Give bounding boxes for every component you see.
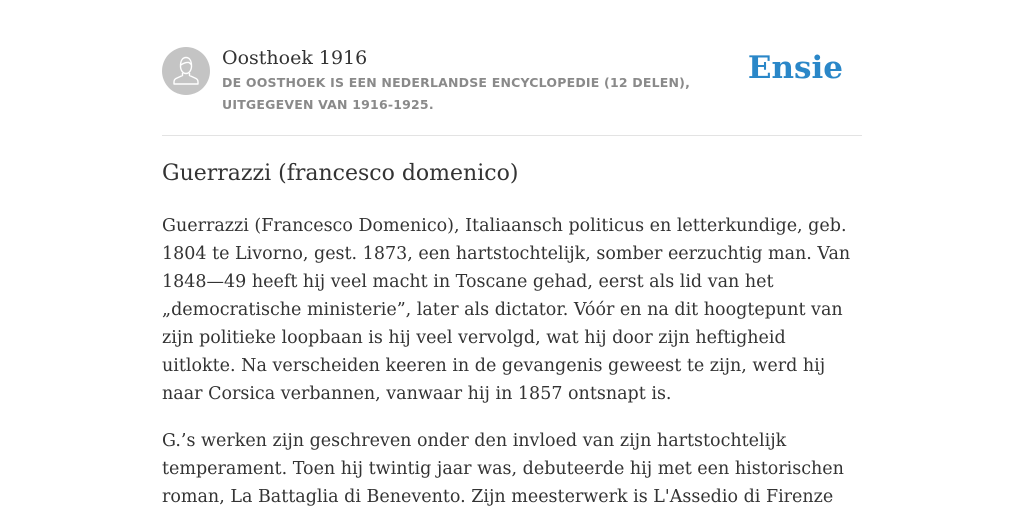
- article-paragraph: G.’s werken zijn geschreven onder den invloed van zijn hartstochtelijk temperament. Toen hij twintig jaar was, debuteerde hij met een historischen roman, La Battaglia di Benevento. Zijn meesterwerk is L'Assedio di Firenze: [162, 431, 844, 507]
- article-paragraph: Guerrazzi (Francesco Domenico), Italiaansch politicus en letterkundige, geb. 1804 te Livorno, gest. 1873, een hartstochtelijk, somber eerzuchtig man. Van 1848—49 heeft hij veel macht in Toscane gehad, eerst als lid van het „democratische ministerie”, later als dictator. Vóór en na dit hoogtepunt van zijn politieke loopbaan is hij veel vervolgd, wat hij door zijn heftigheid uitlokte. Na verscheiden keeren in de gevangenis geweest te zijn, werd hij naar Corsica verbannen, vanwaar hij in 1857 ontsnapt is.: [162, 216, 851, 404]
- article-title: Guerrazzi (francesco domenico): [162, 161, 519, 186]
- header-divider: [162, 135, 862, 136]
- avatar[interactable]: [162, 47, 210, 95]
- source-description: DE OOSTHOEK IS EEN NEDERLANDSE ENCYCLOPEDIE (12 DELEN), UITGEGEVEN VAN 1916-1925.: [222, 75, 691, 112]
- user-silhouette-icon: [162, 47, 210, 95]
- ensie-logo[interactable]: Ensie: [747, 50, 843, 86]
- source-header: [162, 46, 862, 116]
- article-body: [162, 212, 864, 512]
- source-title[interactable]: Oosthoek 1916: [222, 47, 368, 69]
